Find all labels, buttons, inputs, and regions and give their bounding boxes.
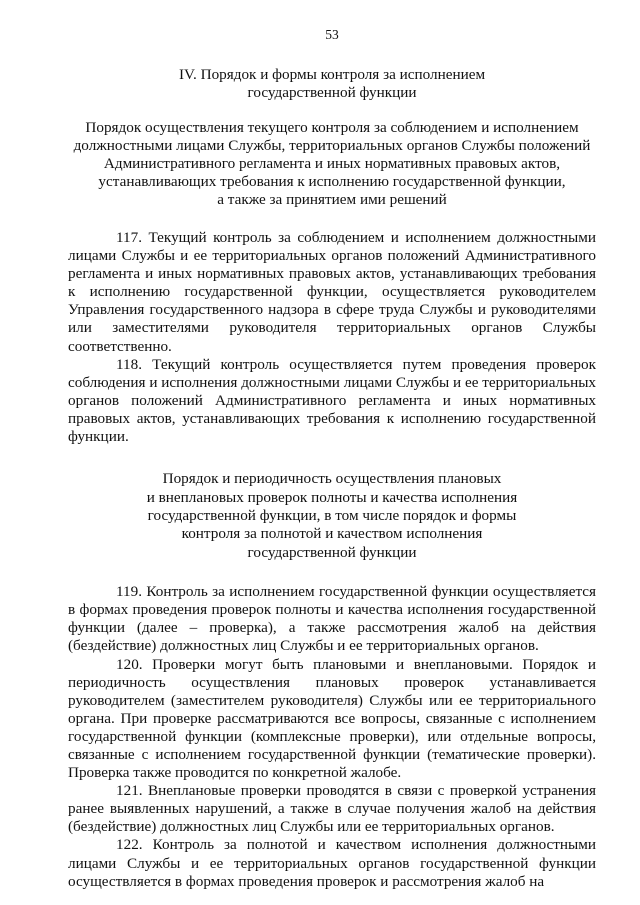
subheading-line: устанавливающих требования к исполнению государственной функции, bbox=[98, 173, 566, 190]
subheading-line: Порядок и периодичность осуществления плановых bbox=[162, 470, 502, 488]
subheading-inspections bbox=[68, 470, 596, 562]
subheading-line: Административного регламента и иных нормативных правовых актов, bbox=[103, 155, 561, 172]
paragraph-120: 120. Проверки могут быть плановыми и внеплановыми. Порядок и периодичность осуществления плановых проверок устанавливается руководителем (заместителем руководителя) Службы или ее территориального органа. При проверке рассматриваются все вопросы, связанные с исполнением государственной функции (комплексные проверки), или отдельные вопросы, связанные с исполнением государственной функции (тематические проверки). Проверка также проводится по конкретной жалобе. bbox=[68, 655, 596, 782]
paragraph-119: 119. Контроль за исполнением государственной функции осуществляется в формах проведения проверок полноты и качества исполнения государственной функции (далее – проверка), а также рассмотрения жалоб на действия (бездействие) должностных лиц Службы и ее территориальных органов. bbox=[68, 583, 596, 655]
subheading-line: контроля за полнотой и качеством исполнения bbox=[181, 525, 483, 543]
subheading-line: должностными лицами Службы, территориальных органов Службы положений bbox=[73, 137, 591, 154]
section-heading bbox=[68, 66, 596, 102]
section-heading-line: IV. Порядок и формы контроля за исполнением bbox=[178, 66, 486, 83]
subheading-line: и внеплановых проверок полноты и качества исполнения bbox=[146, 488, 518, 506]
paragraph-122: 122. Контроль за полнотой и качеством исполнения должностными лицами Службы и ее территориальных органов государственной функции осуществляется в формах проведения проверок и рассмотрения жалоб на bbox=[68, 836, 596, 890]
page-number: 53 bbox=[325, 27, 339, 42]
paragraph-118: 118. Текущий контроль осуществляется путем проведения проверок соблюдения и исполнения должностными лицами Службы и ее территориальных органов положений Административного регламента и иных нормативных правовых актов, устанавливающих требования к исполнению государственной функции. bbox=[68, 355, 596, 446]
subheading-current-control bbox=[68, 119, 596, 209]
subheading-line: государственной функции, в том числе порядок и формы bbox=[147, 506, 517, 524]
paragraph-117: 117. Текущий контроль за соблюдением и исполнением должностными лицами Службы и ее территориальных органов положений Административного регламента и иных нормативных правовых актов, устанавливающих требования к исполнению государственной функции, осуществляется руководителем Управления государственного надзора в сфере труда Службы и руководителями или заместителями руководителя территориальных органов Службы соответственно. bbox=[68, 229, 596, 355]
section-heading-line: государственной функции bbox=[247, 84, 417, 101]
paragraph-121: 121. Внеплановые проверки проводятся в связи с проверкой устранения ранее выявленных нарушений, а также в случае получения жалоб на действия (бездействие) должностных лиц Службы или ее территориальных органов. bbox=[68, 782, 596, 836]
subheading-line: государственной функции bbox=[247, 543, 417, 561]
subheading-line: а также за принятием ими решений bbox=[217, 191, 447, 208]
subheading-line: Порядок осуществления текущего контроля за соблюдением и исполнением bbox=[85, 119, 579, 136]
